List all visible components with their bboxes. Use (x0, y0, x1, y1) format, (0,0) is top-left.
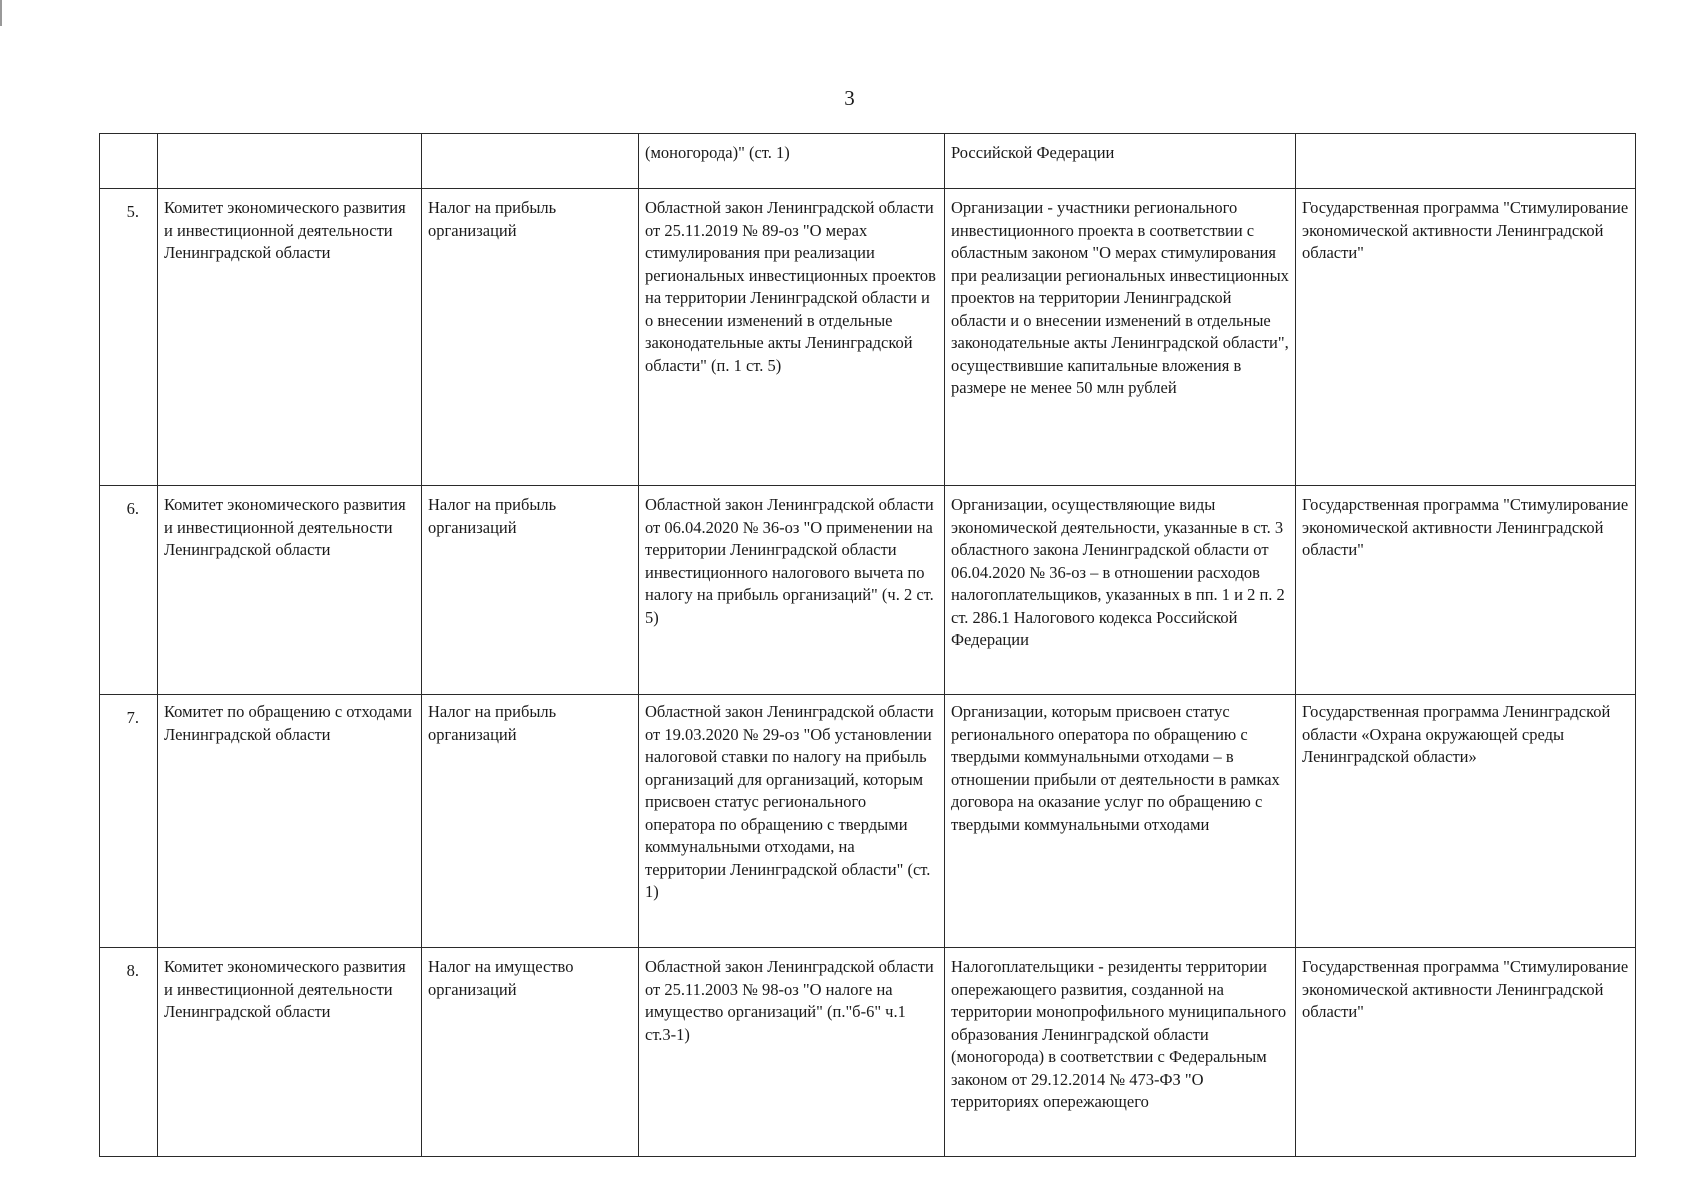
table-row (100, 486, 1636, 695)
cell-tax (422, 134, 639, 189)
cell-authority: Комитет экономического развития и инвестиционной деятельности Ленинградской области (158, 189, 422, 486)
page-number (0, 86, 1699, 111)
cell-law: Областной закон Ленинградской области от 25.11.2003 № 98-оз "О налоге на имущество организаций" (п."б-6" ч.1 ст.3-1) (639, 948, 945, 1157)
cell-recipients: Организации, осуществляющие виды экономической деятельности, указанные в ст. 3 областного закона Ленинградской области от 06.04.2020 № 36-оз – в отношении расходов налогоплательщиков, указанных в пп. 1 и 2 п. 2 ст. 286.1 Налогового кодекса Российской Федерации (945, 486, 1296, 695)
cell-tax: Налог на имущество организаций (422, 948, 639, 1157)
cell-number: 5. (100, 189, 158, 486)
cell-tax: Налог на прибыль организаций (422, 695, 639, 948)
page-number-text: 3 (844, 86, 855, 110)
cell-authority: Комитет экономического развития и инвестиционной деятельности Ленинградской области (158, 486, 422, 695)
cell-authority: Комитет по обращению с отходами Ленинградской области (158, 695, 422, 948)
cell-program: Государственная программа "Стимулирование экономической активности Ленинградской области" (1296, 486, 1636, 695)
table-row-continuation (100, 134, 1636, 189)
cell-law: (моногорода)" (ст. 1) (639, 134, 945, 189)
cell-law: Областной закон Ленинградской области от 06.04.2020 № 36-оз "О применении на территории Ленинградской области инвестиционного налогового вычета по налогу на прибыль организаций" (ч. 2 ст. 5) (639, 486, 945, 695)
cell-recipients: Налогоплательщики - резиденты территории опережающего развития, созданной на территории монопрофильного муниципального образования Ленинградской области (моногорода) в соответствии с Федеральным законом от 29.12.2014 № 473-ФЗ "О территориях опережающего (945, 948, 1296, 1157)
table-row (100, 948, 1636, 1157)
scan-margin-mark (0, 0, 2, 26)
cell-program: Государственная программа Ленинградской области «Охрана окружающей среды Ленинградской области» (1296, 695, 1636, 948)
cell-recipients: Организации - участники регионального инвестиционного проекта в соответствии с областным законом "О мерах стимулирования при реализации региональных инвестиционных проектов на территории Ленинградской области и о внесении изменений в отдельные законодательные акты Ленинградской области", осуществившие капитальные вложения в размере не менее 50 млн рублей (945, 189, 1296, 486)
cell-law: Областной закон Ленинградской области от 25.11.2019 № 89-оз "О мерах стимулирования при реализации региональных инвестиционных проектов на территории Ленинградской области и о внесении изменений в отдельные законодательные акты Ленинградской области" (п. 1 ст. 5) (639, 189, 945, 486)
cell-number: 8. (100, 948, 158, 1157)
cell-tax: Налог на прибыль организаций (422, 486, 639, 695)
cell-program: Государственная программа "Стимулирование экономической активности Ленинградской области" (1296, 948, 1636, 1157)
table-row (100, 189, 1636, 486)
cell-recipients: Организации, которым присвоен статус регионального оператора по обращению с твердыми коммунальными отходами – в отношении прибыли от деятельности в рамках договора на оказание услуг по обращению с твердыми коммунальными отходами (945, 695, 1296, 948)
cell-number (100, 134, 158, 189)
cell-program: Государственная программа "Стимулирование экономической активности Ленинградской области" (1296, 189, 1636, 486)
cell-recipients: Российской Федерации (945, 134, 1296, 189)
cell-authority: Комитет экономического развития и инвестиционной деятельности Ленинградской области (158, 948, 422, 1157)
cell-number: 7. (100, 695, 158, 948)
tax-benefits-table (99, 133, 1636, 1157)
cell-tax: Налог на прибыль организаций (422, 189, 639, 486)
cell-program (1296, 134, 1636, 189)
cell-number: 6. (100, 486, 158, 695)
cell-authority (158, 134, 422, 189)
cell-law: Областной закон Ленинградской области от 19.03.2020 № 29-оз "Об установлении налоговой ставки по налогу на прибыль организаций для организаций, которым присвоен статус регионального оператора по обращению с твердыми коммунальными отходами, на территории Ленинградской области" (ст. 1) (639, 695, 945, 948)
table-row (100, 695, 1636, 948)
